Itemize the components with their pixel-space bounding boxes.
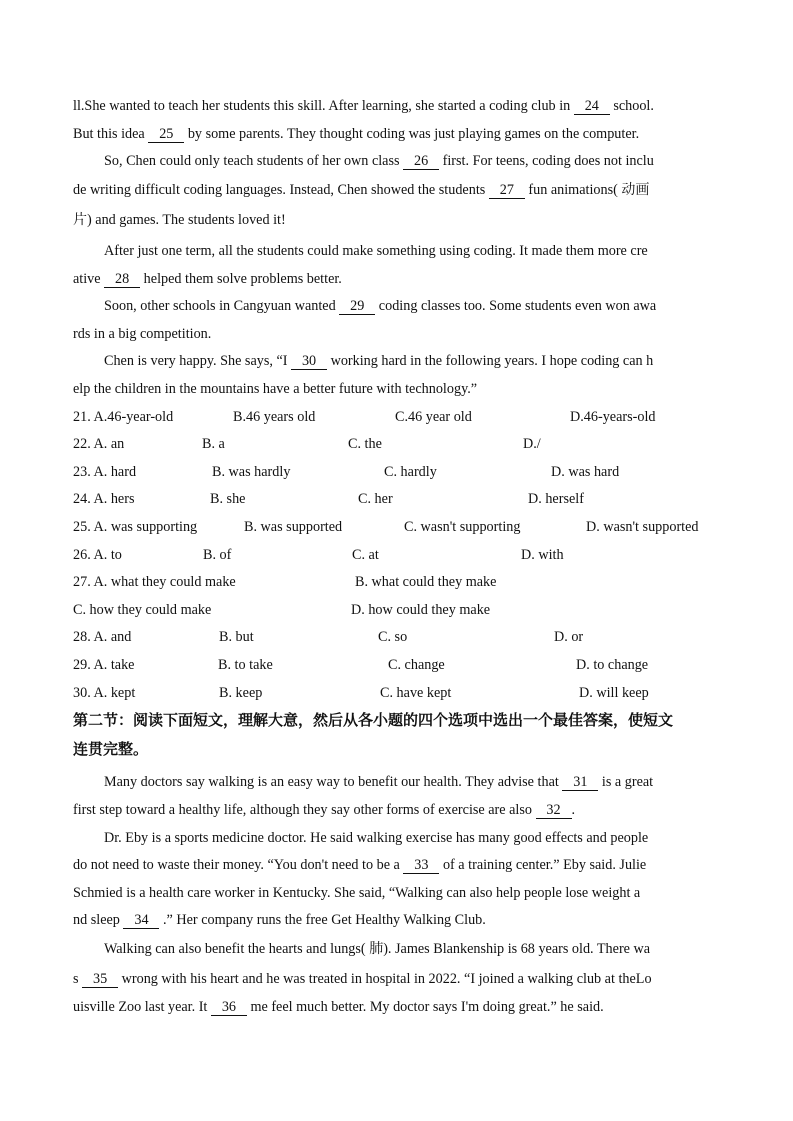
blank-24: 24 <box>574 98 610 115</box>
passage2-line-6 <box>73 910 717 930</box>
option-27-d[interactable]: D. how could they make <box>351 602 491 618</box>
option-24-b[interactable]: B. she <box>210 491 246 507</box>
option-23-c[interactable]: C. hardly <box>384 464 437 480</box>
passage2-line-7 <box>104 939 717 959</box>
option-25-b[interactable]: B. was supported <box>244 519 343 535</box>
text: nd sleep <box>73 912 124 928</box>
option-24-c[interactable]: C. her <box>358 491 393 507</box>
option-29-c[interactable]: C. change <box>388 657 445 673</box>
blank-35: 35 <box>82 971 118 988</box>
option-25-c[interactable]: C. wasn't supporting <box>404 519 521 535</box>
text: 动画 <box>621 182 650 198</box>
option-21-b[interactable]: B.46 years old <box>233 409 316 425</box>
text: coding classes too. Some students even won awa <box>375 298 657 314</box>
text: fun animations( <box>524 182 622 198</box>
text: 肺 <box>369 941 384 957</box>
option-30-a[interactable]: 30. A. kept <box>73 685 136 701</box>
option-29-b[interactable]: B. to take <box>218 657 273 673</box>
question-25-options <box>73 517 723 537</box>
option-23-d[interactable]: D. was hard <box>551 464 620 480</box>
option-29-d[interactable]: D. to change <box>576 657 649 673</box>
text: Many doctors say walking is an easy way to benefit our health. They advise that <box>104 774 563 790</box>
passage2-line-9 <box>73 997 717 1017</box>
blank-34: 34 <box>123 912 159 929</box>
passage1-line-7 <box>73 269 717 289</box>
text: s <box>73 971 83 987</box>
blank-32: 32 <box>536 802 572 819</box>
passage2-line-4 <box>73 855 717 875</box>
question-21-options <box>73 407 723 427</box>
passage1-line-2 <box>73 124 717 144</box>
text: wrong with his heart and he was treated in hospital in 2022. “I joined a walking club at theLo <box>118 971 652 987</box>
option-23-a[interactable]: 23. A. hard <box>73 464 137 480</box>
option-26-d[interactable]: D. with <box>521 547 564 563</box>
question-24-options <box>73 489 723 509</box>
question-27-options <box>73 572 723 592</box>
option-27-b[interactable]: B. what could they make <box>355 574 497 590</box>
text: helped them solve problems better. <box>140 271 342 287</box>
option-28-c[interactable]: C. so <box>378 629 408 645</box>
text: . <box>571 802 576 818</box>
passage1-line-9: rds in a big competition. <box>73 326 212 342</box>
blank-33: 33 <box>403 857 439 874</box>
blank-25: 25 <box>148 126 184 143</box>
passage2-line-2 <box>73 800 717 820</box>
blank-30: 30 <box>291 353 327 370</box>
text: is a great <box>598 774 654 790</box>
text: Walking can also benefit the hearts and lungs( <box>104 941 370 957</box>
text: But this idea <box>73 126 149 142</box>
blank-29: 29 <box>339 298 375 315</box>
text: ative <box>73 271 105 287</box>
text: Soon, other schools in Cangyuan wanted <box>104 298 340 314</box>
option-22-a[interactable]: 22. A. an <box>73 436 125 452</box>
option-22-b[interactable]: B. a <box>202 436 225 452</box>
option-22-d[interactable]: D./ <box>523 436 541 452</box>
passage1-line-10 <box>104 351 717 371</box>
blank-31: 31 <box>562 774 598 791</box>
passage1-line-3 <box>104 151 717 171</box>
passage1-line-1 <box>73 96 717 116</box>
question-27-options-cd <box>73 600 723 620</box>
text: first step toward a healthy life, although they say other forms of exercise are also <box>73 802 536 818</box>
option-28-b[interactable]: B. but <box>219 629 254 645</box>
question-23-options <box>73 462 723 482</box>
passage2-line-3: Dr. Eby is a sports medicine doctor. He said walking exercise has many good effects and people <box>104 830 649 846</box>
section-2-heading-line-2: 连贯完整。 <box>73 740 149 758</box>
text: Chen is very happy. She says, “I <box>104 353 292 369</box>
text: first. For teens, coding does not inclu <box>439 153 654 169</box>
option-26-c[interactable]: C. at <box>352 547 379 563</box>
section-2-heading-line-1: 第二节：阅读下面短文，理解大意，然后从各小题的四个选项中选出一个最佳答案，使短文 <box>73 711 674 729</box>
text: ll.She wanted to teach her students this skill. After learning, she started a coding club in <box>73 98 574 114</box>
passage2-line-1 <box>104 772 717 792</box>
option-21-c[interactable]: C.46 year old <box>395 409 472 425</box>
text: working hard in the following years. I hope coding can h <box>327 353 654 369</box>
option-24-a[interactable]: 24. A. hers <box>73 491 135 507</box>
blank-27: 27 <box>489 182 525 199</box>
blank-36: 36 <box>211 999 247 1016</box>
option-21-d[interactable]: D.46-years-old <box>570 409 656 425</box>
text: me feel much better. My doctor says I'm doing great.” he said. <box>246 999 604 1015</box>
text: of a training center.” Eby said. Julie <box>439 857 647 873</box>
option-25-d[interactable]: D. wasn't supported <box>586 519 699 535</box>
option-30-c[interactable]: C. have kept <box>380 685 452 701</box>
text: school. <box>609 98 654 114</box>
option-28-d[interactable]: D. or <box>554 629 584 645</box>
option-26-a[interactable]: 26. A. to <box>73 547 122 563</box>
question-29-options <box>73 655 723 675</box>
passage2-line-8 <box>73 969 717 989</box>
blank-26: 26 <box>403 153 439 170</box>
option-23-b[interactable]: B. was hardly <box>212 464 291 480</box>
question-26-options <box>73 545 723 565</box>
option-30-d[interactable]: D. will keep <box>579 685 649 701</box>
option-21-a[interactable]: 21. A.46-year-old <box>73 409 174 425</box>
option-26-b[interactable]: B. of <box>203 547 232 563</box>
text: 片 <box>73 212 87 228</box>
option-25-a[interactable]: 25. A. was supporting <box>73 519 198 535</box>
option-24-d[interactable]: D. herself <box>528 491 584 507</box>
text: .” Her company runs the free Get Healthy Walking Club. <box>159 912 486 928</box>
text: de writing difficult coding languages. Instead, Chen showed the students <box>73 182 489 198</box>
passage2-line-5: Schmied is a health care worker in Kentucky. She said, “Walking can also help people lose weight a <box>73 885 641 901</box>
question-30-options <box>73 683 723 703</box>
text: So, Chen could only teach students of her own class <box>104 153 404 169</box>
question-28-options <box>73 627 723 647</box>
option-28-a[interactable]: 28. A. and <box>73 629 132 645</box>
text: by some parents. They thought coding was just playing games on the computer. <box>184 126 640 142</box>
option-29-a[interactable]: 29. A. take <box>73 657 135 673</box>
text: do not need to waste their money. “You don't need to be a <box>73 857 404 873</box>
blank-28: 28 <box>104 271 140 288</box>
option-27-a[interactable]: 27. A. what they could make <box>73 574 236 590</box>
option-22-c[interactable]: C. the <box>348 436 382 452</box>
text: ) and games. The students loved it! <box>87 212 286 228</box>
passage1-line-4 <box>73 180 717 200</box>
option-27-c[interactable]: C. how they could make <box>73 602 212 618</box>
option-30-b[interactable]: B. keep <box>219 685 263 701</box>
passage1-line-11: elp the children in the mountains have a better future with technology.” <box>73 381 478 397</box>
text: uisville Zoo last year. It <box>73 999 211 1015</box>
passage1-line-8 <box>104 296 717 316</box>
question-22-options <box>73 434 723 454</box>
text: ). James Blankenship is 68 years old. There wa <box>383 941 651 957</box>
passage1-line-6: After just one term, all the students could make something using coding. It made them more cre <box>104 243 648 259</box>
passage1-line-5 <box>73 210 717 230</box>
